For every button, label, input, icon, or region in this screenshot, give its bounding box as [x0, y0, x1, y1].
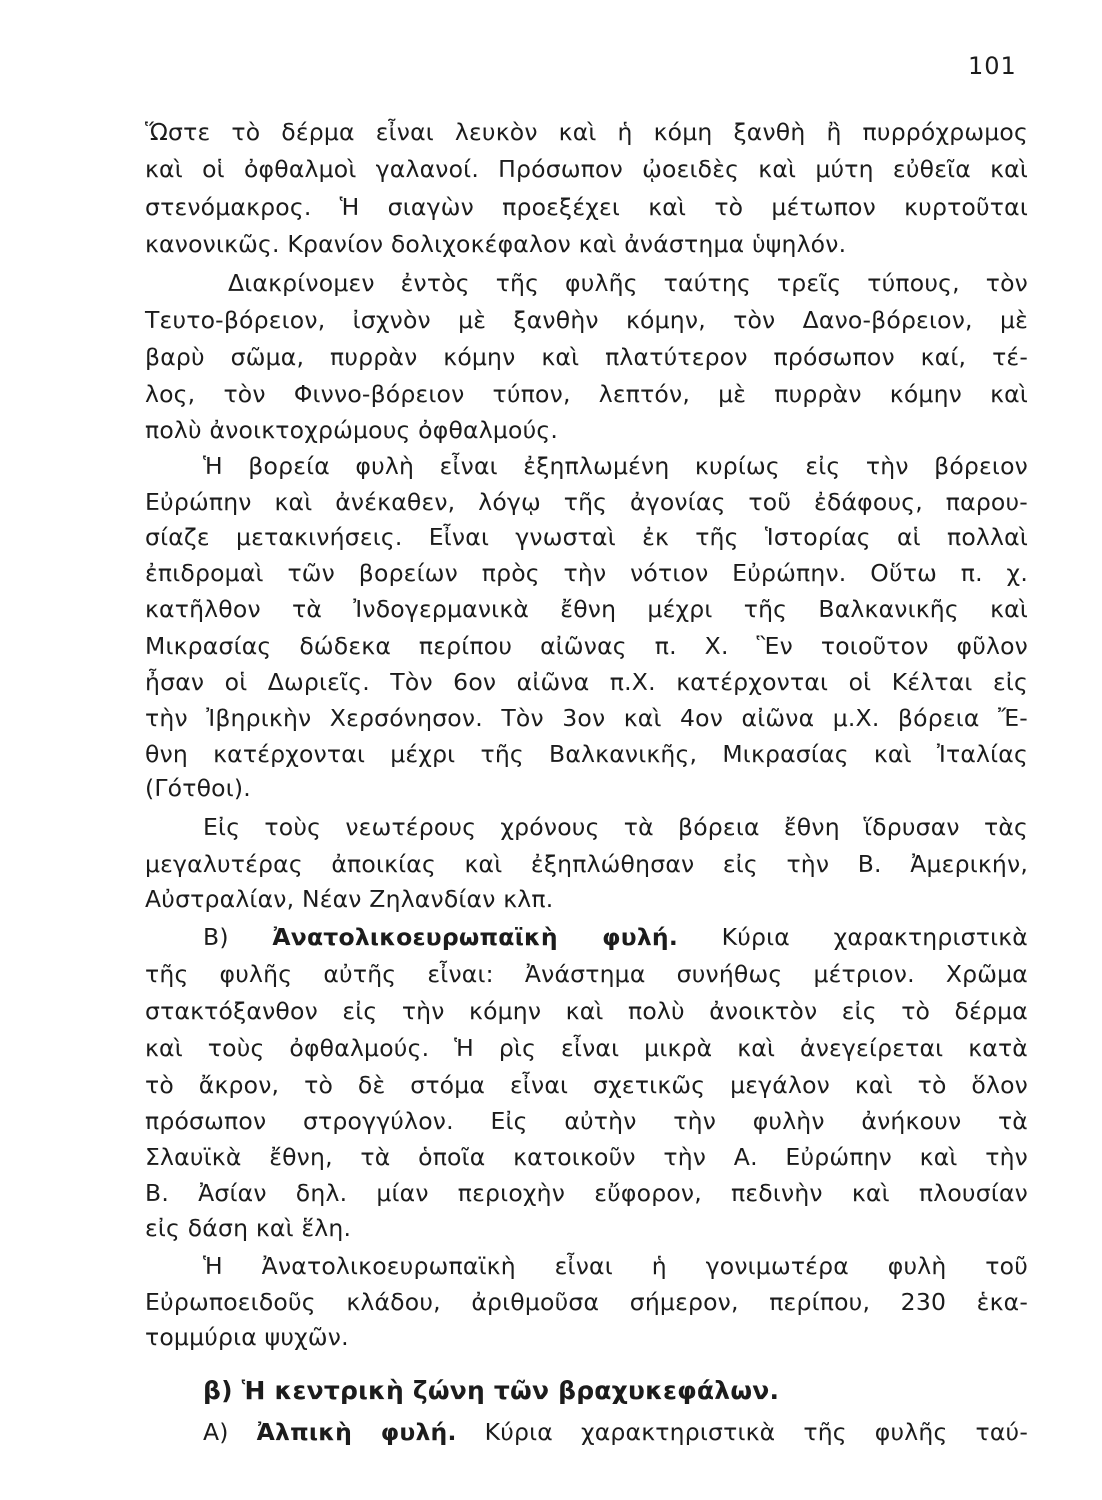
- text-line: ἐπιδρομαὶ τῶν βορείων πρὸς τὴν νότιον Εὐρώπην. Οὕτω π. χ.: [145, 559, 1028, 587]
- text-line: Εὐρωποειδοῦς κλάδου, ἀριθμοῦσα σήμερον, περίπου, 230 ἑκα-: [145, 1288, 1028, 1316]
- text-line: πρόσωπον στρογγύλον. Εἰς αὐτὴν τὴν φυλὴν ἀνήκουν τὰ: [145, 1107, 1028, 1135]
- text-line: εἰς δάση καὶ ἕλη.: [145, 1214, 352, 1242]
- text-line: Ἡ βορεία φυλὴ εἶναι ἐξηπλωμένη κυρίως εἰς τὴν βόρειον: [203, 452, 1028, 480]
- text-line: καὶ τοὺς ὀφθαλμούς. Ἡ ρὶς εἶναι μικρὰ καὶ ἀνεγείρεται κατὰ: [145, 1034, 1028, 1062]
- text-line: τομμύρια ψυχῶν.: [145, 1323, 349, 1351]
- subsection-heading: β) Ἡ κεντρικὴ ζώνη τῶν βραχυκεφάλων.: [203, 1376, 780, 1405]
- text-line: Εὐρώπην καὶ ἀνέκαθεν, λόγῳ τῆς ἀγονίας τοῦ ἐδάφους, παρου-: [145, 488, 1028, 516]
- text-line: τὴν Ἰβηρικὴν Χερσόνησον. Τὸν 3ον καὶ 4ον αἰῶνα μ.Χ. βόρεια Ἔ-: [145, 704, 1028, 732]
- line-prefix: Β): [203, 923, 273, 951]
- line-prefix: Α): [203, 1418, 257, 1446]
- text-line: Ἡ Ἀνατολικοευρωπαϊκὴ εἶναι ἡ γονιμωτέρα φυλὴ τοῦ: [203, 1252, 1028, 1280]
- section-heading-line: [203, 920, 1028, 954]
- text-line: στακτόξανθον εἰς τὴν κόμην καὶ πολὺ ἀνοικτὸν εἰς τὸ δέρμα: [145, 997, 1028, 1025]
- line-text: Κύρια χαρακτηριστικὰ: [677, 923, 1028, 951]
- section-heading-line: [203, 1415, 1028, 1449]
- text-line: βαρὺ σῶμα, πυρρὰν κόμην καὶ πλατύτερον πρόσωπον καί, τέ-: [145, 343, 1028, 371]
- section-title: Ἀλπικὴ φυλή.: [256, 1418, 457, 1446]
- text-line: σίαζε μετακινήσεις. Εἶναι γνωσταὶ ἐκ τῆς Ἱστορίας αἱ πολλαὶ: [145, 523, 1028, 551]
- text-line: τὸ ἄκρον, τὸ δὲ στόμα εἶναι σχετικῶς μεγάλον καὶ τὸ ὅλον: [145, 1071, 1028, 1099]
- text-line: ἦσαν οἱ Δωριεῖς. Τὸν 6ον αἰῶνα π.Χ. κατέρχονται οἱ Κέλται εἰς: [145, 668, 1028, 696]
- text-line: τῆς φυλῆς αὐτῆς εἶναι: Ἀνάστημα συνήθως μέτριον. Χρῶμα: [145, 960, 1028, 988]
- text-line: κανονικῶς. Κρανίον δολιχοκέφαλον καὶ ἀνάστημα ὑψηλόν.: [145, 230, 847, 258]
- text-line: πολὺ ἀνοικτοχρώμους ὀφθαλμούς.: [145, 416, 559, 444]
- line-text: Κύρια χαρακτηριστικὰ τῆς φυλῆς ταύ-: [456, 1418, 1028, 1446]
- text-line: (Γότθοι).: [145, 774, 251, 802]
- text-line: Ὥστε τὸ δέρμα εἶναι λευκὸν καὶ ἡ κόμη ξανθὴ ἢ πυρρόχρωμος: [145, 118, 1028, 146]
- text-line: στενόμακρος. Ἡ σιαγὼν προεξέχει καὶ τὸ μέτωπον κυρτοῦται: [145, 193, 1028, 221]
- text-line: καὶ οἱ ὀφθαλμοὶ γαλανοί. Πρόσωπον ᾠοειδὲς καὶ μύτη εὐθεῖα καὶ: [145, 155, 1028, 183]
- text-line: Διακρίνομεν ἐντὸς τῆς φυλῆς ταύτης τρεῖς τύπους, τὸν: [228, 269, 1028, 297]
- text-line: Εἰς τοὺς νεωτέρους χρόνους τὰ βόρεια ἔθνη ἵδρυσαν τὰς: [203, 813, 1028, 841]
- text-line: κατῆλθον τὰ Ἰνδογερμανικὰ ἔθνη μέχρι τῆς Βαλκανικῆς καὶ: [145, 595, 1028, 623]
- text-line: Β. Ἀσίαν δηλ. μίαν περιοχὴν εὔφορον, πεδινὴν καὶ πλουσίαν: [145, 1179, 1028, 1207]
- text-line: Μικρασίας δώδεκα περίπου αἰῶνας π. Χ. Ἓν τοιοῦτον φῦλον: [145, 632, 1028, 660]
- text-line: Αὐστραλίαν, Νέαν Ζηλανδίαν κλπ.: [145, 885, 554, 913]
- text-line: Τευτο-βόρειον, ἰσχνὸν μὲ ξανθὴν κόμην, τὸν Δανο-βόρειον, μὲ: [145, 306, 1028, 334]
- page-number: 101: [968, 52, 1017, 80]
- text-line: θνη κατέρχονται μέχρι τῆς Βαλκανικῆς, Μικρασίας καὶ Ἰταλίας: [145, 740, 1028, 768]
- text-line: Σλαυϊκὰ ἔθνη, τὰ ὁποῖα κατοικοῦν τὴν Α. Εὐρώπην καὶ τὴν: [145, 1143, 1028, 1171]
- text-line: μεγαλυτέρας ἀποικίας καὶ ἐξηπλώθησαν εἰς τὴν Β. Ἀμερικήν,: [145, 850, 1028, 878]
- section-title: Ἀνατολικοευρωπαϊκὴ φυλή.: [272, 923, 678, 951]
- text-line: λος, τὸν Φιννο-βόρειον τύπον, λεπτόν, μὲ πυρρὰν κόμην καὶ: [145, 380, 1028, 408]
